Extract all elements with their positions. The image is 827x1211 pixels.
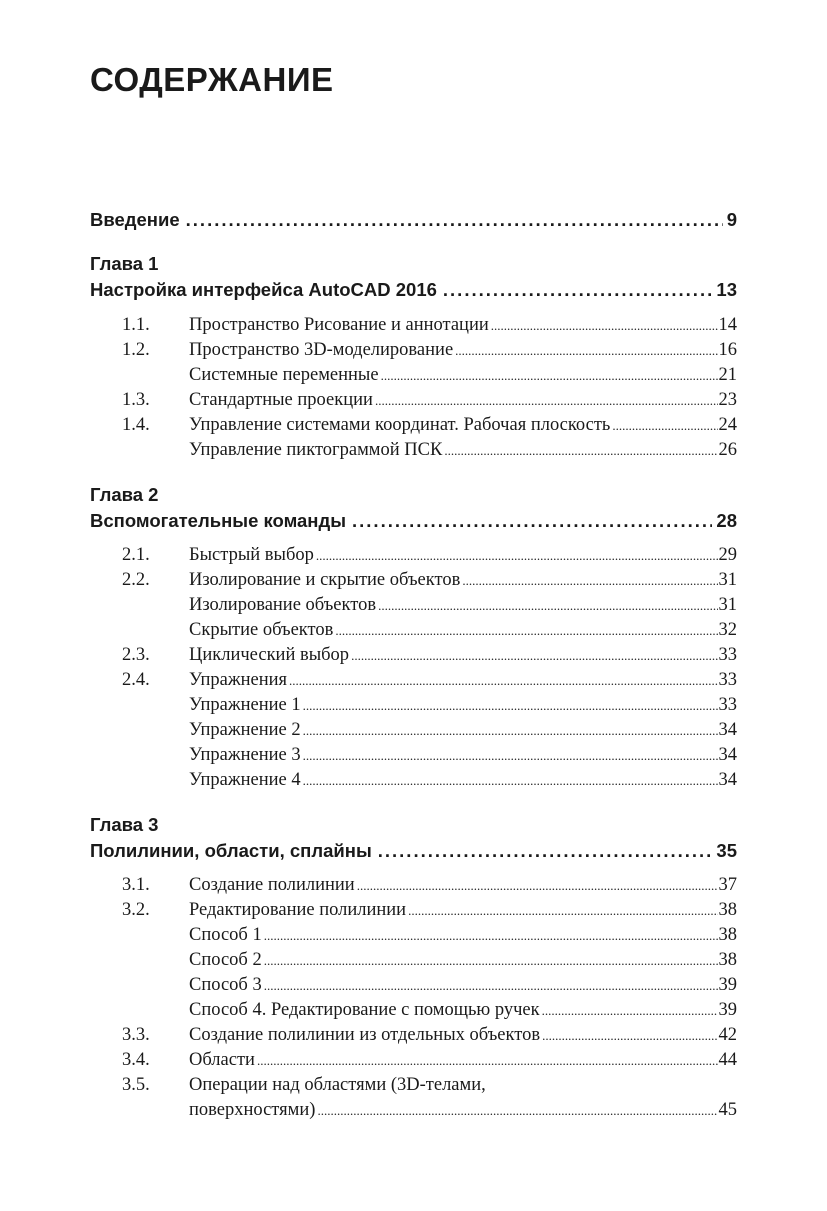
entry-page: 42	[718, 1025, 737, 1045]
leader-dots	[352, 508, 712, 534]
entry-title: Создание полилинии из отдельных объектов	[189, 1025, 541, 1045]
entry-title: Упражнение 3	[189, 745, 301, 765]
entry-title-line-1: Операции над областями (3D-телами,	[189, 1075, 486, 1095]
entry-number: 3.1.	[122, 875, 150, 895]
entry-number: 2.2.	[122, 570, 150, 590]
leader-dots	[303, 718, 718, 743]
toc-entry	[122, 873, 737, 898]
chapter-2-heading	[90, 508, 737, 534]
entry-title: Пространство Рисование и аннотации	[189, 315, 489, 335]
entry-title: Создание полилинии	[189, 875, 355, 895]
entry-title: Способ 4. Редактирование с помощью ручек	[189, 1000, 540, 1020]
page-title: СОДЕРЖАНИЕ	[90, 61, 334, 98]
toc-entry	[122, 363, 737, 388]
entry-title: Пространство 3D-моделирование	[189, 340, 454, 360]
entry-title: Упражнение 4	[189, 770, 301, 790]
entry-title: Области	[189, 1050, 255, 1070]
entry-page: 38	[718, 900, 737, 920]
entry-page: 34	[718, 720, 737, 740]
toc-intro-label: Введение	[90, 209, 180, 230]
leader-dots	[444, 438, 717, 463]
entry-number: 3.4.	[122, 1050, 150, 1070]
entry-title-line-2: поверхностями)	[189, 1100, 316, 1120]
leader-dots	[378, 593, 717, 618]
entry-number: 2.1.	[122, 545, 150, 565]
toc-entry	[122, 618, 737, 643]
entry-title: Системные переменные	[189, 365, 379, 385]
entry-page: 33	[718, 645, 737, 665]
entry-page: 39	[718, 975, 737, 995]
entry-number: 1.1.	[122, 315, 150, 335]
entry-page: 33	[718, 695, 737, 715]
entry-page: 38	[718, 925, 737, 945]
toc-entry	[122, 668, 737, 693]
entry-number: 3.2.	[122, 900, 150, 920]
entry-title: Стандартные проекции	[189, 390, 373, 410]
toc-intro-page: 9	[726, 209, 737, 230]
toc-entry	[122, 543, 737, 568]
entry-page: 45	[718, 1100, 737, 1120]
toc-entry	[122, 568, 737, 593]
toc-entry	[122, 388, 737, 413]
leader-dots	[542, 998, 718, 1023]
entry-title: Способ 1	[189, 925, 262, 945]
entry-page: 44	[718, 1050, 737, 1070]
leader-dots	[289, 668, 717, 693]
entry-page: 16	[718, 340, 737, 360]
entry-page: 38	[718, 950, 737, 970]
entry-page: 24	[718, 415, 737, 435]
toc-entry	[122, 438, 737, 463]
entry-page: 31	[718, 595, 737, 615]
entry-page: 29	[718, 545, 737, 565]
toc-entry	[122, 923, 737, 948]
leader-dots	[264, 973, 718, 998]
entry-number: 3.5.	[122, 1075, 150, 1095]
toc-entry	[122, 998, 737, 1023]
leader-dots	[303, 743, 718, 768]
toc-entry	[122, 338, 737, 363]
leader-dots	[335, 618, 717, 643]
entry-page: 32	[718, 620, 737, 640]
leader-dots	[264, 923, 718, 948]
toc-entry	[122, 693, 737, 718]
toc-entry	[122, 643, 737, 668]
entry-page: 34	[718, 770, 737, 790]
chapter-2-page: 28	[716, 510, 737, 531]
toc-entry	[122, 413, 737, 438]
chapter-2-label: Глава 2	[90, 484, 159, 505]
chapter-3-label: Глава 3	[90, 814, 159, 835]
leader-dots	[612, 413, 717, 438]
chapter-1-title: Настройка интерфейса AutoCAD 2016	[90, 279, 437, 300]
leader-dots	[378, 838, 713, 864]
chapter-3-heading	[90, 838, 737, 864]
chapter-1-heading	[90, 277, 737, 303]
chapter-3-title: Полилинии, области, сплайны	[90, 840, 372, 861]
entry-number: 2.4.	[122, 670, 150, 690]
entry-number: 1.4.	[122, 415, 150, 435]
entry-page: 14	[718, 315, 737, 335]
toc-intro	[90, 207, 737, 233]
leader-dots	[303, 768, 718, 793]
chapter-1-label: Глава 1	[90, 253, 159, 274]
toc-entry	[122, 1048, 737, 1073]
leader-dots	[375, 388, 718, 413]
toc-entry	[122, 973, 737, 998]
leader-dots	[455, 338, 717, 363]
entry-title: Упражнение 1	[189, 695, 301, 715]
leader-dots	[443, 277, 713, 303]
entry-title: Быстрый выбор	[189, 545, 314, 565]
leader-dots	[381, 363, 718, 388]
toc-entry	[122, 718, 737, 743]
toc-entry	[122, 743, 737, 768]
entry-title: Изолирование объектов	[189, 595, 377, 615]
toc-entry	[122, 313, 737, 338]
entry-number: 2.3.	[122, 645, 150, 665]
leader-dots	[186, 207, 723, 233]
entry-page: 23	[718, 390, 737, 410]
entry-title: Упражнение 2	[189, 720, 301, 740]
entry-title: Способ 3	[189, 975, 262, 995]
entry-title: Изолирование и скрытие объектов	[189, 570, 461, 590]
entry-page: 37	[718, 875, 737, 895]
entry-title: Редактирование полилинии	[189, 900, 407, 920]
entry-title: Управление пиктограммой ПСК	[189, 440, 443, 460]
toc-entry	[122, 948, 737, 973]
entry-title: Упражнения	[189, 670, 288, 690]
leader-dots	[491, 313, 718, 338]
toc-entry	[122, 1023, 737, 1048]
leader-dots	[257, 1048, 718, 1073]
leader-dots	[317, 1098, 717, 1123]
chapter-1-page: 13	[716, 279, 737, 300]
entry-number: 3.3.	[122, 1025, 150, 1045]
entry-page: 39	[718, 1000, 737, 1020]
entry-page: 31	[718, 570, 737, 590]
chapter-2-title: Вспомогательные команды	[90, 510, 347, 531]
leader-dots	[303, 693, 718, 718]
leader-dots	[351, 643, 717, 668]
leader-dots	[542, 1023, 717, 1048]
entry-page: 21	[718, 365, 737, 385]
entry-page: 33	[718, 670, 737, 690]
toc-entry-multiline	[122, 1073, 486, 1098]
entry-title: Способ 2	[189, 950, 262, 970]
entry-number: 1.3.	[122, 390, 150, 410]
toc-entry	[122, 593, 737, 618]
toc-entry-continuation	[122, 1098, 737, 1123]
entry-page: 34	[718, 745, 737, 765]
toc-entry	[122, 768, 737, 793]
entry-number: 1.2.	[122, 340, 150, 360]
entry-title: Управление системами координат. Рабочая плоскость	[189, 415, 611, 435]
leader-dots	[316, 543, 718, 568]
leader-dots	[462, 568, 717, 593]
leader-dots	[357, 873, 718, 898]
chapter-3-page: 35	[716, 840, 737, 861]
leader-dots	[264, 948, 718, 973]
toc-entry	[122, 898, 737, 923]
entry-title: Скрытие объектов	[189, 620, 334, 640]
entry-title: Циклический выбор	[189, 645, 350, 665]
entry-page: 26	[718, 440, 737, 460]
leader-dots	[408, 898, 717, 923]
